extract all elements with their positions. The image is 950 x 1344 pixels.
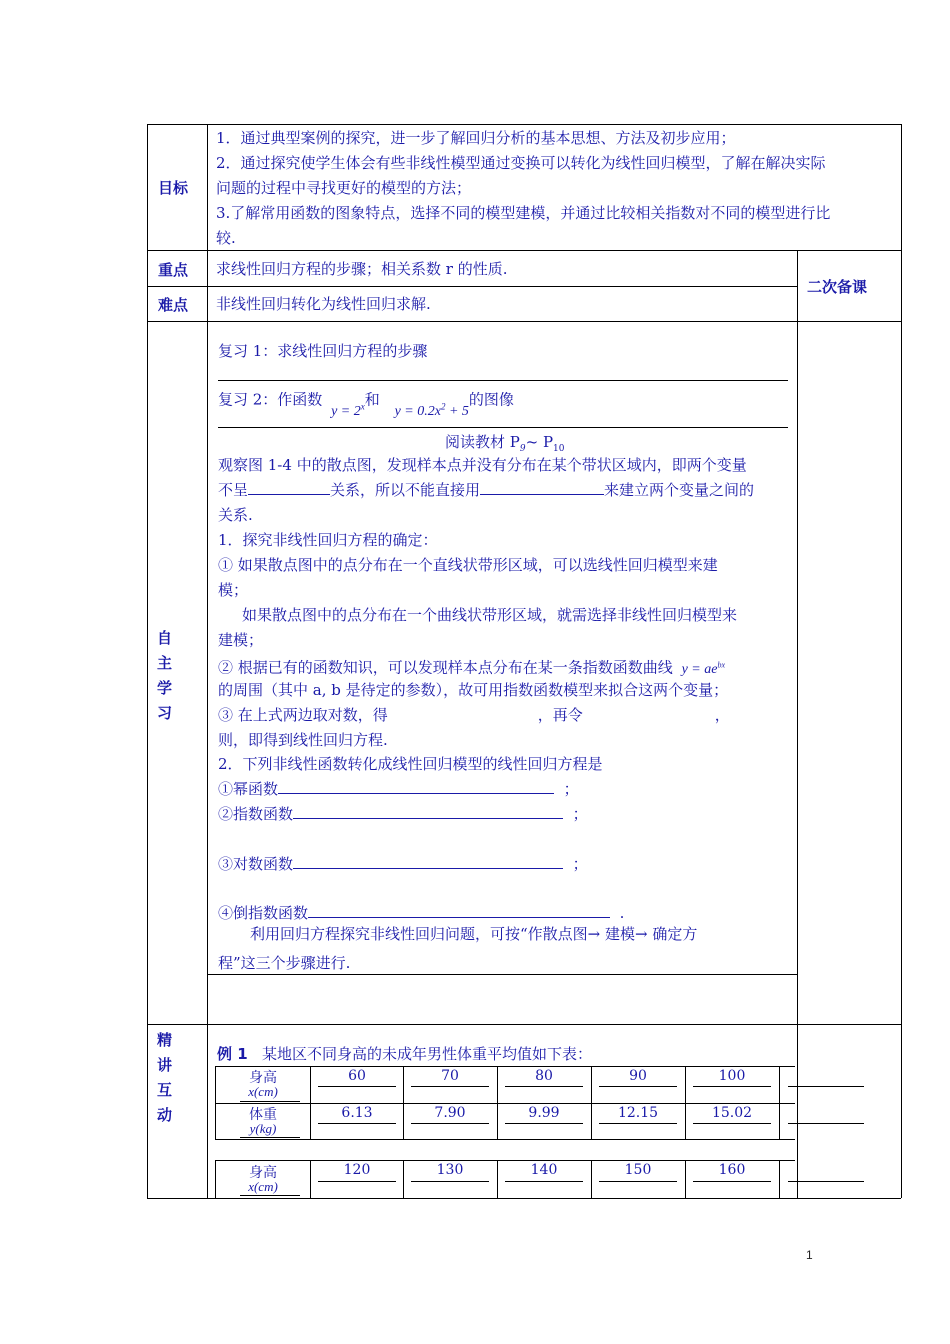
key-text: 求线性回归方程的步骤；相关系数 r 的性质. bbox=[216, 260, 508, 278]
table-2-x-cell: 160 bbox=[718, 1162, 746, 1178]
blank-1[interactable] bbox=[248, 480, 330, 495]
blank-2[interactable] bbox=[480, 480, 604, 495]
log-blank[interactable] bbox=[293, 854, 563, 869]
table-2-x-cell: 130 bbox=[436, 1162, 464, 1178]
observe-line-1: 观察图 1-4 中的散点图，发现样本点并没有分布在某个带状区域内，即两个变量 bbox=[218, 456, 747, 474]
review-1-line bbox=[218, 380, 788, 381]
difficulty-label: 难点 bbox=[158, 296, 189, 314]
table-1-y-cell: 7.90 bbox=[434, 1105, 466, 1121]
exp-function: ②指数函数 ； bbox=[218, 805, 588, 823]
table-1-x-unit: x(cm) bbox=[248, 1084, 278, 1099]
page-number: 1 bbox=[806, 1248, 813, 1262]
review-1: 复习 1：求线性回归方程的步骤 bbox=[218, 342, 428, 360]
exp-blank[interactable] bbox=[293, 804, 563, 819]
inverse-exp-function: ④倒指数函数 . bbox=[218, 904, 625, 922]
observe-line-2: 不呈 关系，所以不能直接用 来建立两个变量之间的 bbox=[218, 481, 755, 499]
step-3d: 则，即得到线性回归方程. bbox=[218, 731, 388, 749]
table-1-x-cell: 60 bbox=[348, 1068, 366, 1084]
read-textbook: 阅读教材 $P_9\sim$ $P_{10}$ bbox=[445, 433, 565, 454]
power-function: ①幂函数 ； bbox=[218, 780, 579, 798]
table-2-x-cell: 120 bbox=[343, 1162, 371, 1178]
table-2-x-cell: 140 bbox=[530, 1162, 558, 1178]
table-1-y-cell: 6.13 bbox=[341, 1105, 373, 1121]
table-2-x-unit: x(cm) bbox=[248, 1179, 278, 1194]
key-label: 重点 bbox=[158, 261, 189, 279]
log-function: ③对数函数 ； bbox=[218, 855, 588, 873]
review-2-line bbox=[218, 427, 788, 428]
step-4: 2．下列非线性函数转化成线性回归模型的线性回归方程是 bbox=[218, 755, 603, 773]
table-1-y-cell: 9.99 bbox=[528, 1105, 560, 1121]
step-1d: 建模； bbox=[218, 631, 264, 649]
table-1-x-label: 身高 bbox=[249, 1070, 277, 1086]
inverse-exp-blank[interactable] bbox=[308, 903, 610, 918]
review-2: 复习 2：作函数 $y = 2^x$和 $y = 0.2x^2 + 5$的图像 bbox=[218, 390, 514, 419]
table-1-x-cell: 70 bbox=[441, 1068, 459, 1084]
table-1-y-cell: 12.15 bbox=[617, 1105, 659, 1121]
step-2b: 的周围（其中 a, b 是待定的参数），故可用指数函数模型来拟合这两个变量； bbox=[218, 681, 729, 699]
second-prep-label: 二次备课 bbox=[807, 278, 868, 296]
final-line-1: 利用回归方程探究非线性回归问题，可按“作散点图→ 建模→ 确定方 bbox=[250, 925, 698, 943]
step-1b: 模； bbox=[218, 581, 249, 599]
step-1: 1．探究非线性回归方程的确定： bbox=[218, 531, 438, 549]
difficulty-text: 非线性回归转化为线性回归求解. bbox=[216, 295, 431, 313]
table-1-x-cell: 100 bbox=[718, 1068, 746, 1084]
table-1-y-label: 体重 bbox=[249, 1107, 277, 1123]
step-2a: ② 根据已有的函数知识，可以发现样本点分布在某一条指数函数曲线 $y = ae^{bx}$ bbox=[218, 658, 725, 677]
step-1c: 如果散点图中的点分布在一个曲线状带形区域，就需选择非线性回归模型来 bbox=[242, 606, 738, 624]
observe-line-3: 关系. bbox=[218, 506, 253, 524]
goal-label: 目标 bbox=[158, 179, 189, 197]
final-line-2: 程”这三个步骤进行. bbox=[218, 954, 351, 972]
table-1-y-cell: 15.02 bbox=[711, 1105, 753, 1121]
table-1-y-unit: y(kg) bbox=[249, 1121, 277, 1136]
step-1a: ① 如果散点图中的点分布在一个直线状带形区域，可以选线性回归模型来建 bbox=[218, 556, 718, 574]
example-title: 例 1 某地区不同身高的未成年男性体重平均值如下表： bbox=[217, 1045, 592, 1063]
power-blank[interactable] bbox=[278, 779, 554, 794]
table-1-x-cell: 90 bbox=[629, 1068, 647, 1084]
step-3a: ③ 在上式两边取对数，得 ，再令 ， bbox=[218, 706, 730, 724]
table-1-x-cell: 80 bbox=[535, 1068, 553, 1084]
table-2-x-label: 身高 bbox=[249, 1165, 277, 1181]
table-2-x-cell: 150 bbox=[624, 1162, 652, 1178]
